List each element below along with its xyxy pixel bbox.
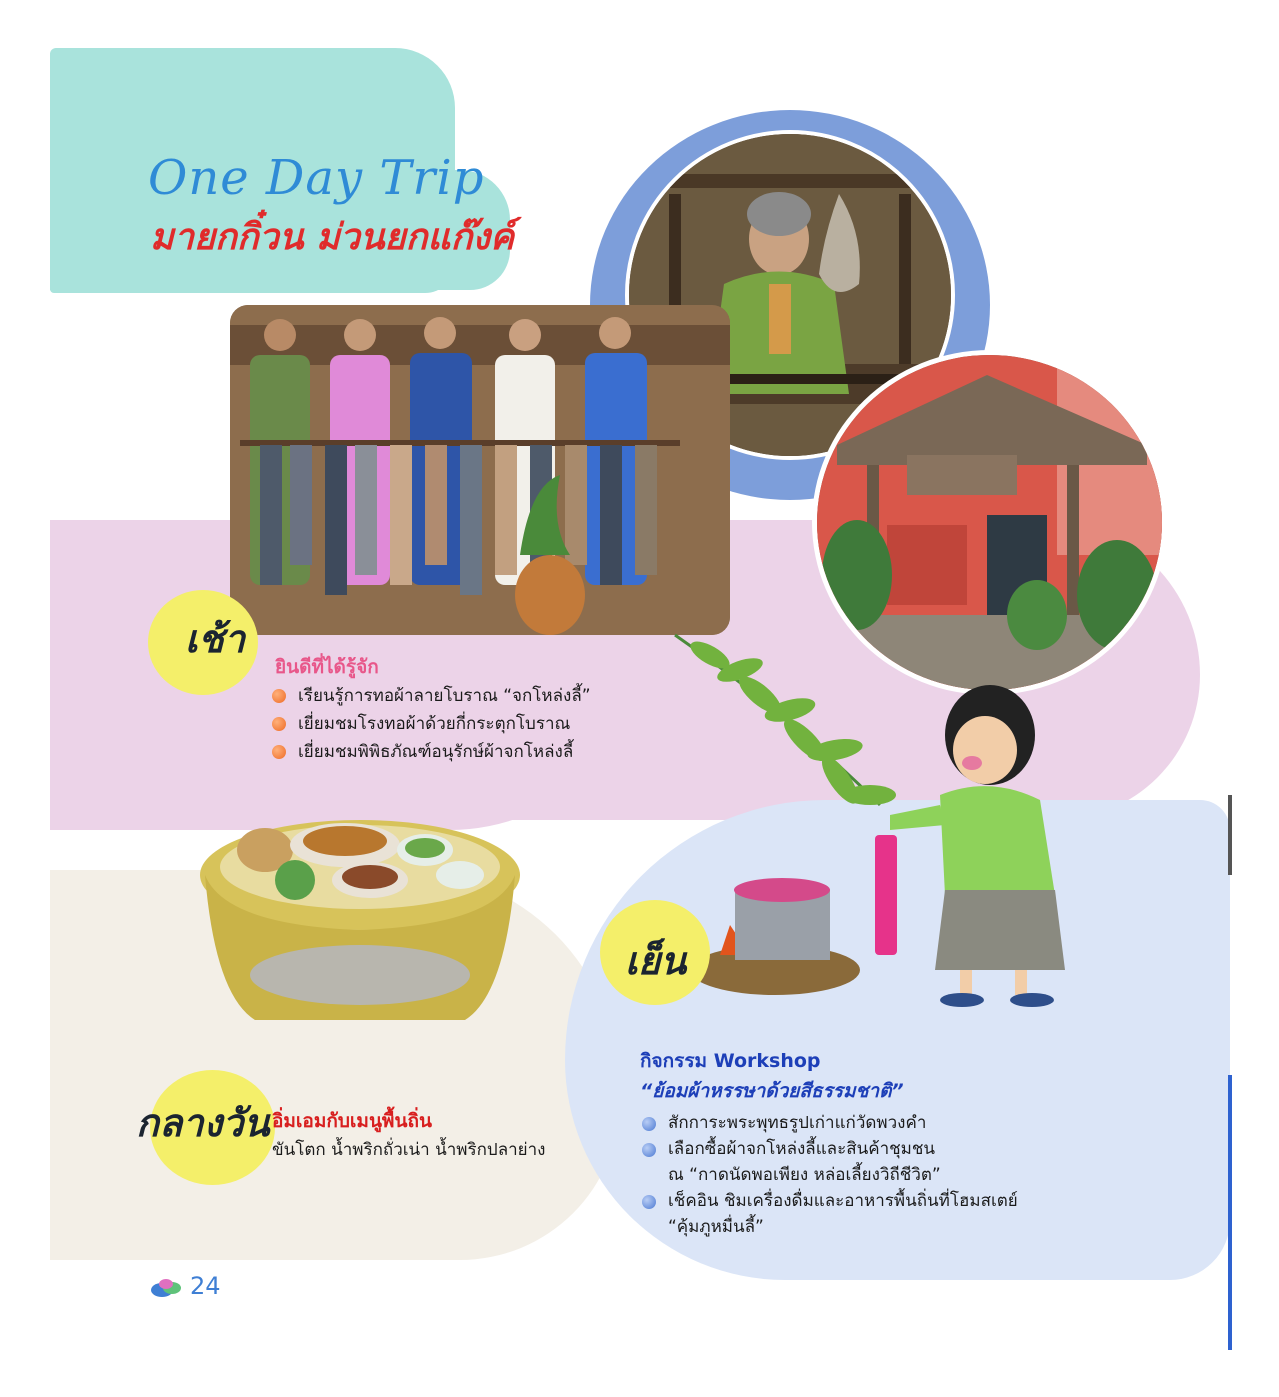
page-edge-mark <box>1228 795 1232 875</box>
list-item-text: เช็คอิน ชิมเครื่องดื่มและอาหารพื้นถิ่นที่โฮมสเตย์ <box>668 1191 1018 1211</box>
bullet-icon <box>642 1143 656 1157</box>
list-item <box>640 1188 1018 1240</box>
evening-heading-dyeing: “ย้อมผ้าหรรษาด้วยสีธรรมชาติ” <box>640 1080 904 1102</box>
bullet-icon <box>272 689 286 703</box>
evening-label: เย็น <box>625 938 687 983</box>
bullet-icon <box>272 745 286 759</box>
bullet-icon <box>642 1117 656 1131</box>
list-item-text: เลือกซื้อผ้าจกโหล่งลี้และสินค้าชุมชน <box>668 1139 936 1159</box>
title-english: One Day Trip <box>148 150 485 206</box>
morning-activity-list <box>270 682 591 766</box>
page-edge-bar <box>1228 1075 1232 1350</box>
list-item-text: เยี่ยมชมโรงทอผ้าด้วยกี่กระตุกโบราณ <box>298 714 571 734</box>
list-item-text: เยี่ยมชมพิพิธภัณฑ์อนุรักษ์ผ้าจกโหล่งลี้ <box>298 742 574 762</box>
list-item <box>270 710 591 738</box>
midday-menu-text: ขันโตก น้ำพริกถั่วเน่า น้ำพริกปลาย่าง <box>272 1140 546 1160</box>
page-stones-icon <box>150 1276 184 1298</box>
list-item <box>640 1110 1018 1136</box>
list-item <box>270 682 591 710</box>
morning-heading: ยินดีที่ได้รู้จัก <box>275 656 379 678</box>
list-item <box>270 738 591 766</box>
page-number: 24 <box>190 1272 221 1300</box>
list-item-text: สักการะพระพุทธรูปเก่าแก่วัดพวงคำ <box>668 1113 927 1133</box>
weavers-group-photo <box>230 305 730 635</box>
bullet-icon <box>272 717 286 731</box>
list-item <box>640 1136 1018 1188</box>
evening-heading-workshop: กิจกรรม Workshop <box>640 1050 821 1072</box>
title-thai: มายกกิ๋วน ม่วนยกแก๊งค์ <box>150 217 515 258</box>
dyeing-girl-illustration <box>670 625 1070 1025</box>
midday-label: กลางวัน <box>136 1100 270 1145</box>
bullet-icon <box>642 1195 656 1209</box>
list-item-text: เรียนรู้การทอผ้าลายโบราณ “จกโหล่งลี้” <box>298 686 591 706</box>
khantoke-tray-illustration <box>195 805 525 1045</box>
list-item-continuation: “คุ้มภูหมื่นลี้” <box>668 1217 764 1237</box>
evening-activity-list <box>640 1110 1018 1240</box>
morning-label: เช้า <box>185 616 246 661</box>
midday-heading: อิ่มเอมกับเมนูพื้นถิ่น <box>272 1110 432 1132</box>
list-item-continuation: ณ “กาดนัดพอเพียง หล่อเลี้ยงวิถีชีวิต” <box>668 1165 941 1185</box>
